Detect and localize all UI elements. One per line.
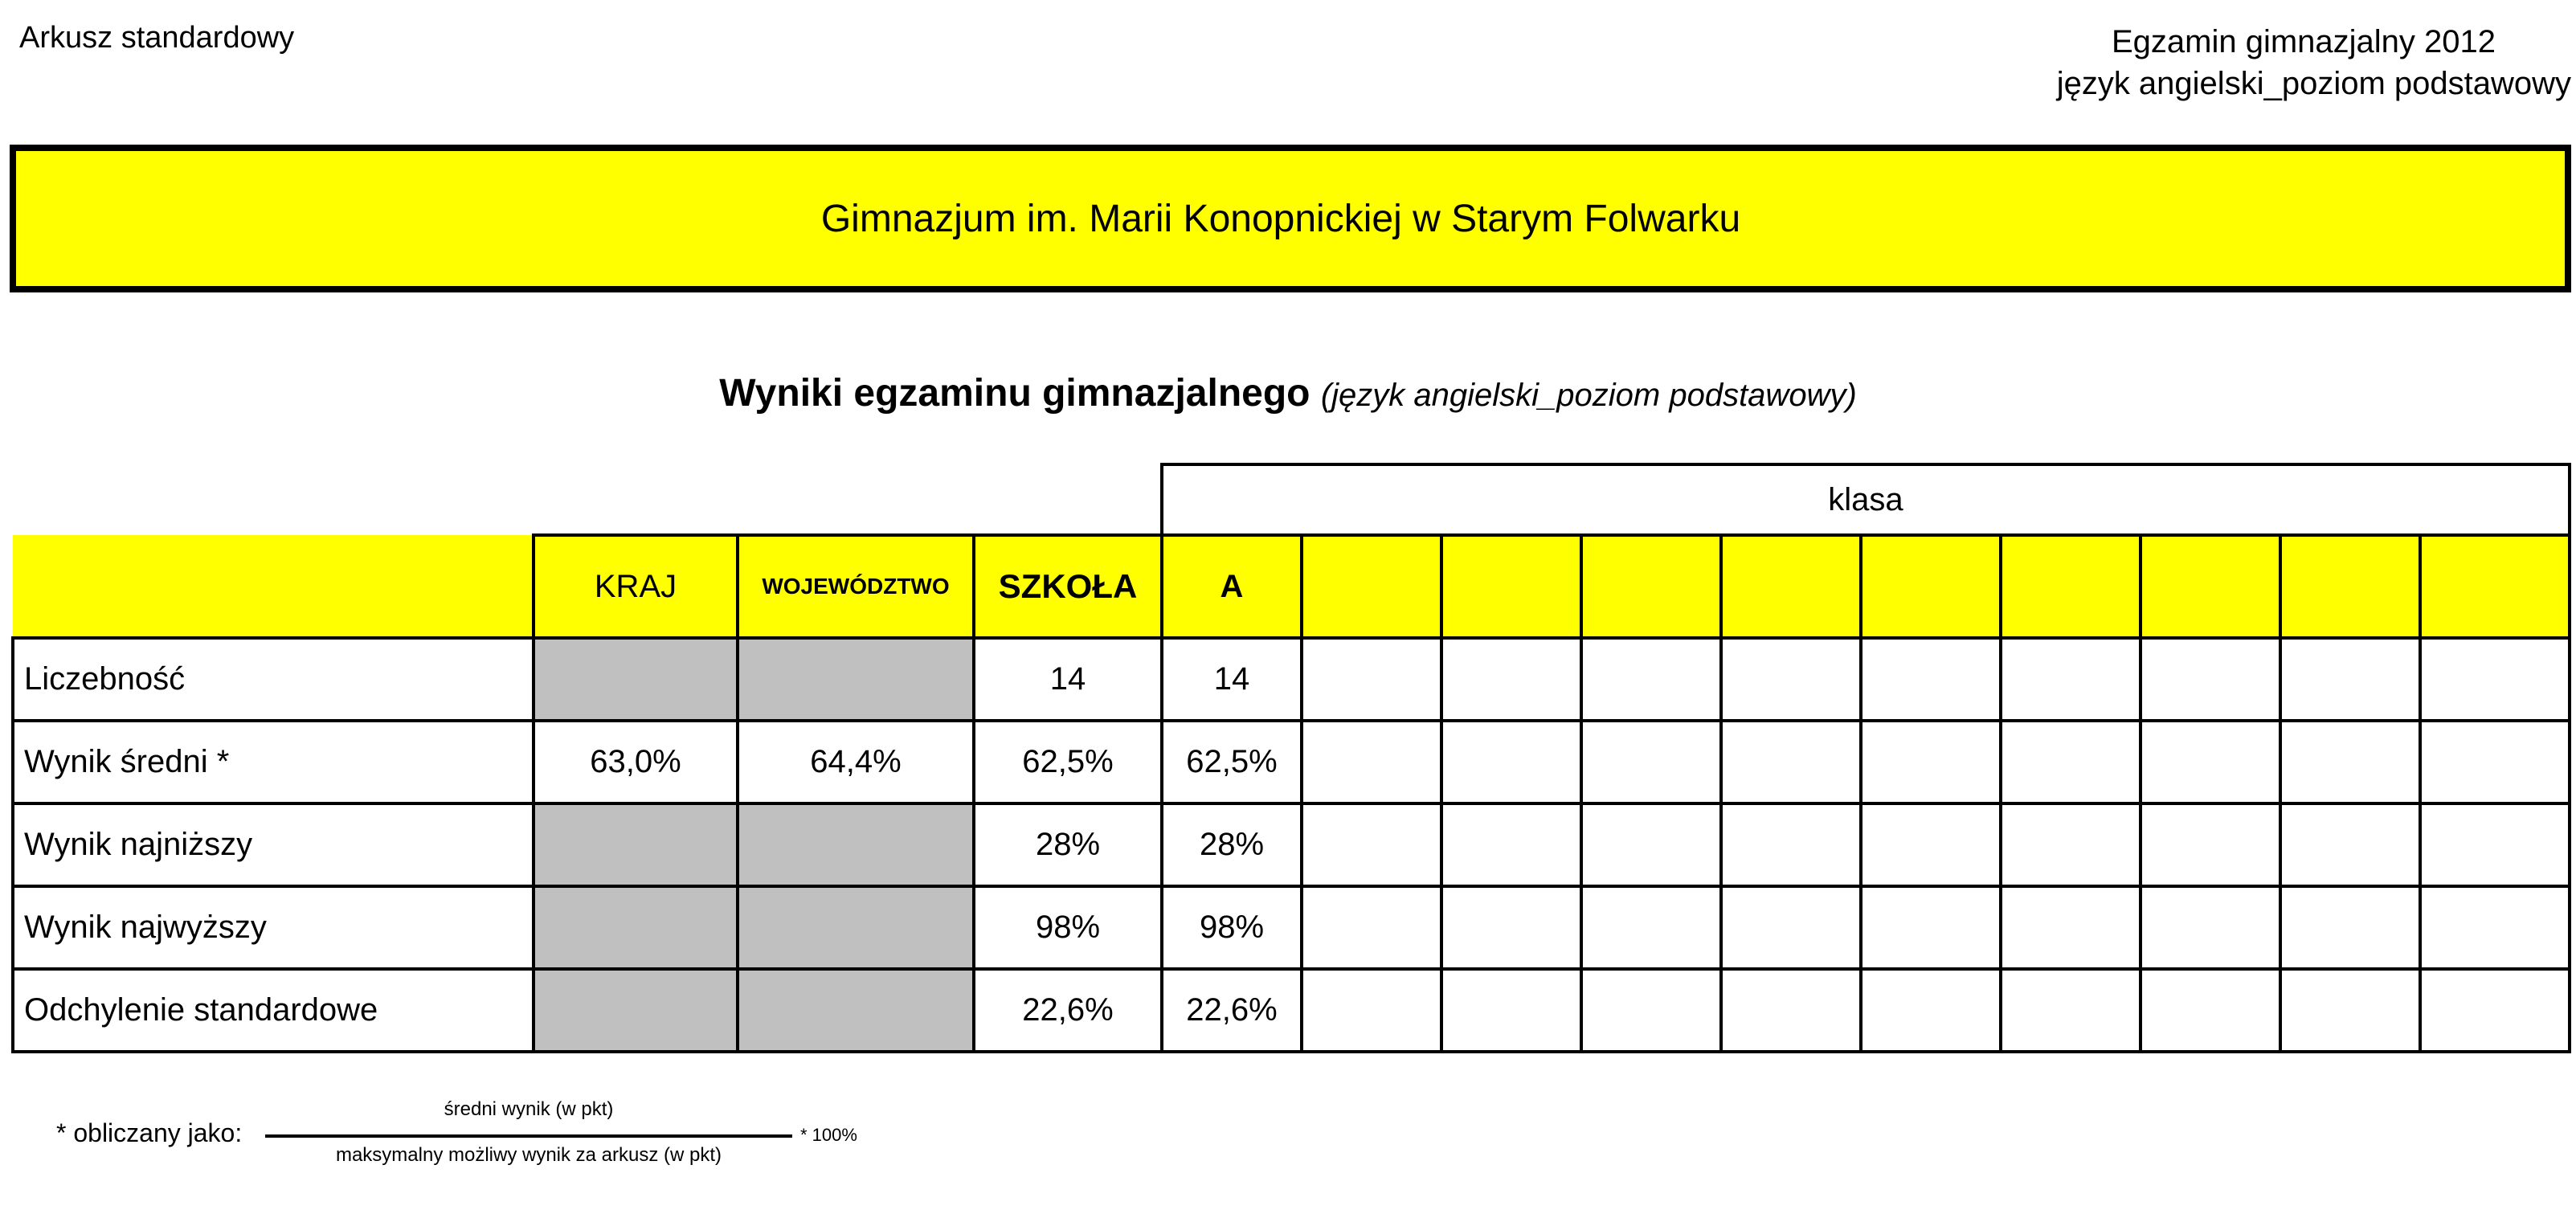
table-row bbox=[13, 886, 2570, 969]
cell-class-a: 14 bbox=[1162, 638, 1302, 721]
table-corner bbox=[13, 464, 1162, 535]
cell-class-a: 98% bbox=[1162, 886, 1302, 969]
cell-empty bbox=[1581, 721, 1721, 803]
cell-empty bbox=[1302, 803, 1441, 886]
cell-kraj bbox=[534, 886, 738, 969]
cell-wojewodztwo: 64,4% bbox=[738, 721, 974, 803]
cell-szkola: 22,6% bbox=[974, 969, 1162, 1052]
row-label: Liczebność bbox=[13, 638, 534, 721]
cell-empty bbox=[2141, 886, 2280, 969]
row-label: Wynik najwyższy bbox=[13, 886, 534, 969]
cell-empty bbox=[1581, 969, 1721, 1052]
table-row bbox=[13, 803, 2570, 886]
cell-empty bbox=[2280, 721, 2420, 803]
cell-empty bbox=[2001, 638, 2141, 721]
cell-empty bbox=[2280, 638, 2420, 721]
row-label: Wynik najniższy bbox=[13, 803, 534, 886]
footnote-numerator: średni wynik (w pkt) bbox=[444, 1098, 614, 1120]
cell-empty bbox=[1581, 638, 1721, 721]
cell-empty bbox=[1581, 886, 1721, 969]
cell-empty bbox=[1302, 638, 1441, 721]
cell-kraj bbox=[534, 803, 738, 886]
cell-empty bbox=[1721, 969, 1861, 1052]
cell-empty bbox=[1861, 638, 2001, 721]
sheet-type-label: Arkusz standardowy bbox=[19, 21, 295, 55]
cell-empty bbox=[1441, 721, 1581, 803]
results-title bbox=[0, 371, 2576, 415]
table-klasa-row bbox=[13, 464, 2570, 535]
cell-empty bbox=[1441, 803, 1581, 886]
col-header-class-empty bbox=[1302, 535, 1441, 638]
cell-empty bbox=[2280, 803, 2420, 886]
col-header-szkola: SZKOŁA bbox=[974, 535, 1162, 638]
col-header-class-empty bbox=[2141, 535, 2280, 638]
cell-empty bbox=[1441, 886, 1581, 969]
cell-kraj bbox=[534, 638, 738, 721]
cell-empty bbox=[2420, 638, 2570, 721]
school-banner bbox=[10, 145, 2571, 292]
cell-empty bbox=[2420, 721, 2570, 803]
col-header-class-empty bbox=[2280, 535, 2420, 638]
cell-empty bbox=[2280, 886, 2420, 969]
klasa-header: klasa bbox=[1162, 464, 2570, 535]
cell-kraj bbox=[534, 969, 738, 1052]
results-title-main: Wyniki egzaminu gimnazjalnego bbox=[719, 372, 1310, 415]
results-table bbox=[11, 463, 2571, 1053]
cell-szkola: 14 bbox=[974, 638, 1162, 721]
cell-empty bbox=[2141, 969, 2280, 1052]
cell-empty bbox=[2001, 886, 2141, 969]
cell-class-a: 22,6% bbox=[1162, 969, 1302, 1052]
footnote-fraction bbox=[265, 1093, 792, 1167]
col-header-class-empty bbox=[1441, 535, 1581, 638]
cell-empty bbox=[1861, 969, 2001, 1052]
cell-empty bbox=[2141, 638, 2280, 721]
cell-empty bbox=[1861, 721, 2001, 803]
cell-empty bbox=[2141, 803, 2280, 886]
footnote-denominator: maksymalny możliwy wynik za arkusz (w pkt) bbox=[335, 1144, 722, 1166]
cell-empty bbox=[2420, 803, 2570, 886]
table-row bbox=[13, 721, 2570, 803]
exam-subject: język angielski_poziom podstawowy bbox=[2056, 66, 2571, 101]
table-header-row bbox=[13, 535, 2570, 638]
exam-name: Egzamin gimnazjalny 2012 bbox=[2111, 24, 2496, 59]
cell-empty bbox=[2001, 721, 2141, 803]
row-label-header bbox=[13, 535, 534, 638]
cell-empty bbox=[1302, 969, 1441, 1052]
col-header-kraj: KRAJ bbox=[534, 535, 738, 638]
cell-szkola: 28% bbox=[974, 803, 1162, 886]
results-title-subtitle: (język angielski_poziom podstawowy) bbox=[1320, 378, 1857, 413]
exam-info bbox=[2057, 21, 2571, 104]
school-name: Gimnazjum im. Marii Konopnickiej w Starym Folwarku bbox=[820, 197, 1741, 240]
table-row bbox=[13, 969, 2570, 1052]
cell-szkola: 62,5% bbox=[974, 721, 1162, 803]
cell-wojewodztwo bbox=[738, 803, 974, 886]
cell-empty bbox=[2141, 721, 2280, 803]
cell-empty bbox=[1441, 969, 1581, 1052]
cell-empty bbox=[1721, 638, 1861, 721]
fraction-line bbox=[265, 1134, 792, 1138]
cell-szkola: 98% bbox=[974, 886, 1162, 969]
col-header-class-a: A bbox=[1162, 535, 1302, 638]
cell-empty bbox=[1302, 721, 1441, 803]
cell-wojewodztwo bbox=[738, 638, 974, 721]
col-header-wojewodztwo: WOJEWÓDZTWO bbox=[738, 535, 974, 638]
table-row bbox=[13, 638, 2570, 721]
col-header-class-empty bbox=[2420, 535, 2570, 638]
cell-wojewodztwo bbox=[738, 886, 974, 969]
cell-empty bbox=[2420, 969, 2570, 1052]
cell-empty bbox=[2420, 886, 2570, 969]
col-header-class-empty bbox=[1581, 535, 1721, 638]
cell-empty bbox=[1721, 721, 1861, 803]
cell-empty bbox=[1441, 638, 1581, 721]
cell-empty bbox=[2001, 969, 2141, 1052]
cell-empty bbox=[1581, 803, 1721, 886]
col-header-class-empty bbox=[2001, 535, 2141, 638]
footnote-lead: * obliczany jako: bbox=[56, 1118, 243, 1147]
cell-empty bbox=[1721, 803, 1861, 886]
row-label: Odchylenie standardowe bbox=[13, 969, 534, 1052]
cell-empty bbox=[2001, 803, 2141, 886]
cell-empty bbox=[1721, 886, 1861, 969]
footnote-multiplier: * 100% bbox=[800, 1125, 857, 1145]
cell-empty bbox=[2280, 969, 2420, 1052]
cell-empty bbox=[1861, 886, 2001, 969]
col-header-class-empty bbox=[1861, 535, 2001, 638]
cell-kraj: 63,0% bbox=[534, 721, 738, 803]
footnote bbox=[56, 1093, 860, 1189]
cell-class-a: 62,5% bbox=[1162, 721, 1302, 803]
row-label: Wynik średni * bbox=[13, 721, 534, 803]
col-header-class-empty bbox=[1721, 535, 1861, 638]
cell-class-a: 28% bbox=[1162, 803, 1302, 886]
cell-wojewodztwo bbox=[738, 969, 974, 1052]
cell-empty bbox=[1861, 803, 2001, 886]
cell-empty bbox=[1302, 886, 1441, 969]
